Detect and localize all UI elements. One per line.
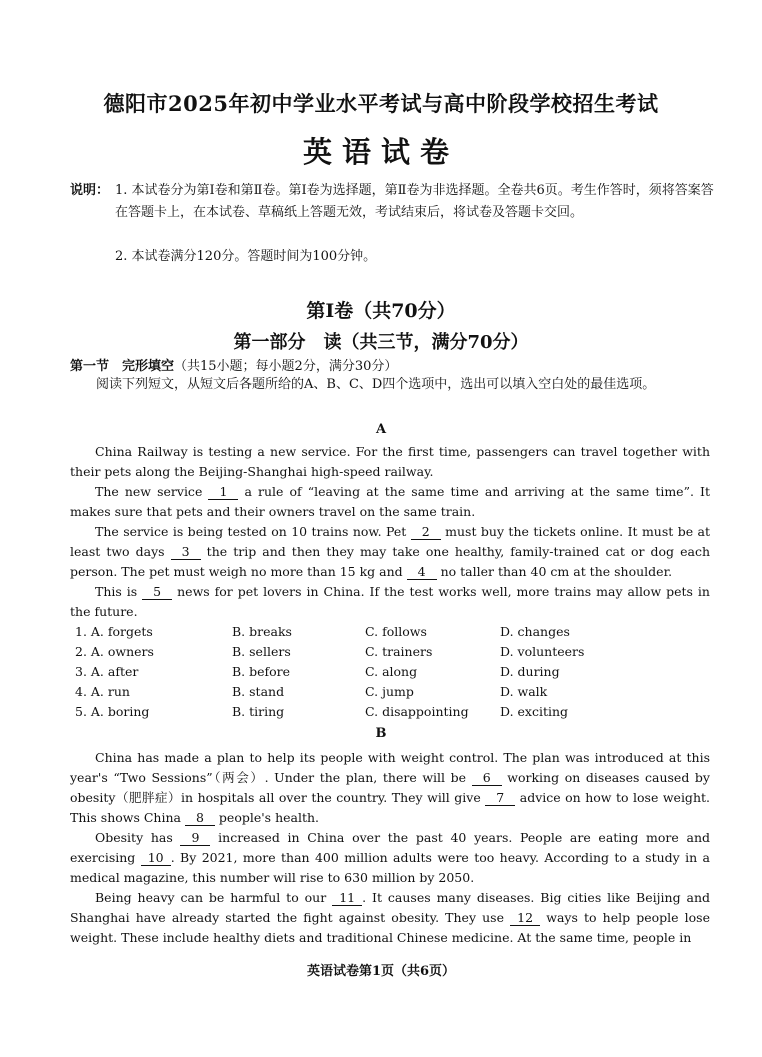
option-d: D. exciting	[500, 704, 569, 719]
option-d: D. during	[500, 664, 560, 679]
blank-5: 5	[142, 584, 172, 600]
option-row	[75, 644, 705, 664]
passage-a-para-2	[70, 482, 710, 522]
text-run: increased in China over the past 40 years. People are eating more and exercising	[70, 830, 710, 865]
section-label: 第一节 完形填空	[70, 359, 175, 374]
option-b: B. breaks	[232, 624, 292, 639]
option-c: C. follows	[365, 624, 427, 639]
text-run: a rule of “leaving at the same time and arriving at the same time”. It makes sure that pets and their owners travel on the same train.	[70, 484, 710, 519]
passage-a-para-3	[70, 522, 710, 582]
text-run: . It causes many diseases. Big cities like Beijing and Shanghai have already started the fight against obesity. They use	[70, 890, 710, 925]
blank-3: 3	[171, 544, 201, 560]
option-d: D. walk	[500, 684, 548, 699]
text-run: ways to help people lose weight. These include healthy diets and traditional Chinese medicine. At the same time, people in	[70, 910, 710, 945]
option-a: 3. A. after	[75, 664, 139, 679]
text-run: The service is being tested on 10 trains now. Pet	[95, 524, 411, 539]
passage-b-para-3	[70, 888, 710, 948]
blank-6: 6	[472, 770, 502, 786]
notes-label: 说明：	[70, 183, 110, 198]
text-run: China has made a plan to help its people with weight control. The plan was introduced at this year's “Two Sessions”（两会）. Under the plan, there will be	[70, 750, 710, 785]
text-run: working on diseases caused by obesity（肥胖症）in hospitals all over the country. They will give	[70, 770, 710, 805]
text-run: Being heavy can be harmful to our	[95, 890, 333, 905]
blank-9: 9	[180, 830, 210, 846]
notes-item-1: 1. 本试卷分为第Ⅰ卷和第Ⅱ卷。第Ⅰ卷为选择题，第Ⅱ卷为非选择题。全卷共6页。考生作答时，须将答案答在答题卡上，在本试卷、草稿纸上答题无效，考试结束后，将试卷及答题卡交回。	[115, 183, 714, 220]
text-run: This is	[95, 584, 143, 599]
text-run: . By 2021, more than 400 million adults were too heavy. According to a study in a medical magazine, this number will rise to 630 million by 2050.	[70, 850, 710, 885]
option-b: B. tiring	[232, 704, 285, 719]
option-c: C. disappointing	[365, 704, 469, 719]
exam-subtitle: 英语试卷	[302, 135, 459, 169]
option-d: D. changes	[500, 624, 570, 639]
text-run: advice on how to lose weight. This shows China	[70, 790, 710, 825]
text-run: people's health.	[214, 810, 320, 825]
exam-title: 德阳市2025年初中学业水平考试与高中阶段学校招生考试	[103, 91, 659, 116]
section-detail: （共15小题；每小题2分，满分30分）	[174, 359, 398, 374]
text-run: Obesity has	[95, 830, 181, 845]
option-b: B. stand	[232, 684, 285, 699]
option-a: 2. A. owners	[75, 644, 154, 659]
options-a	[75, 624, 705, 724]
blank-7: 7	[485, 790, 515, 806]
blank-4: 4	[407, 564, 437, 580]
text-run: the trip and then they may take one healthy, family-trained cat or dog each person. The pet must weigh no more than 15 kg and	[70, 544, 711, 579]
section-instruction: 阅读下列短文，从短文后各题所给的A、B、C、D四个选项中，选出可以填入空白处的最佳选项。	[96, 377, 656, 392]
option-c: C. trainers	[365, 644, 433, 659]
option-row	[75, 664, 705, 684]
passage-a-para-4	[70, 582, 710, 622]
option-a: 4. A. run	[75, 684, 130, 699]
option-a: 1. A. forgets	[75, 624, 153, 639]
section-heading	[70, 355, 397, 374]
passage-a-para-1: China Railway is testing a new service. For the first time, passengers can travel together with their pets along the Beijing-Shanghai high-speed railway.	[70, 444, 710, 479]
passage-b-para-1	[70, 748, 710, 828]
option-row	[75, 624, 705, 644]
text-run: no taller than 40 cm at the shoulder.	[436, 564, 673, 579]
blank-1: 1	[208, 484, 238, 500]
blank-8: 8	[185, 810, 215, 826]
option-row	[75, 684, 705, 704]
blank-2: 2	[411, 524, 441, 540]
text-run: The new service	[95, 484, 209, 499]
option-d: D. volunteers	[500, 644, 585, 659]
text-run: must buy the tickets online. It must be at least two days	[70, 524, 710, 559]
option-c: C. along	[365, 664, 418, 679]
passage-a-letter: A	[375, 422, 387, 437]
option-a: 5. A. boring	[75, 704, 150, 719]
passage-b-para-2	[70, 828, 710, 888]
option-b: B. before	[232, 664, 291, 679]
option-b: B. sellers	[232, 644, 291, 659]
option-c: C. jump	[365, 684, 414, 699]
option-row	[75, 704, 705, 724]
notes-item-2: 2. 本试卷满分120分。答题时间为100分钟。	[115, 249, 377, 264]
passage-b-letter: B	[375, 726, 387, 741]
part-heading: 第一部分 读（共三节，满分70分）	[233, 332, 529, 353]
blank-12: 12	[510, 910, 540, 926]
text-run: news for pet lovers in China. If the test works well, more trains may allow pets in the future.	[70, 584, 710, 619]
volume-heading: 第Ⅰ卷（共70分）	[306, 300, 456, 322]
blank-11: 11	[332, 890, 362, 906]
page-footer: 英语试卷第1页（共6页）	[306, 964, 456, 979]
blank-10: 10	[141, 850, 171, 866]
